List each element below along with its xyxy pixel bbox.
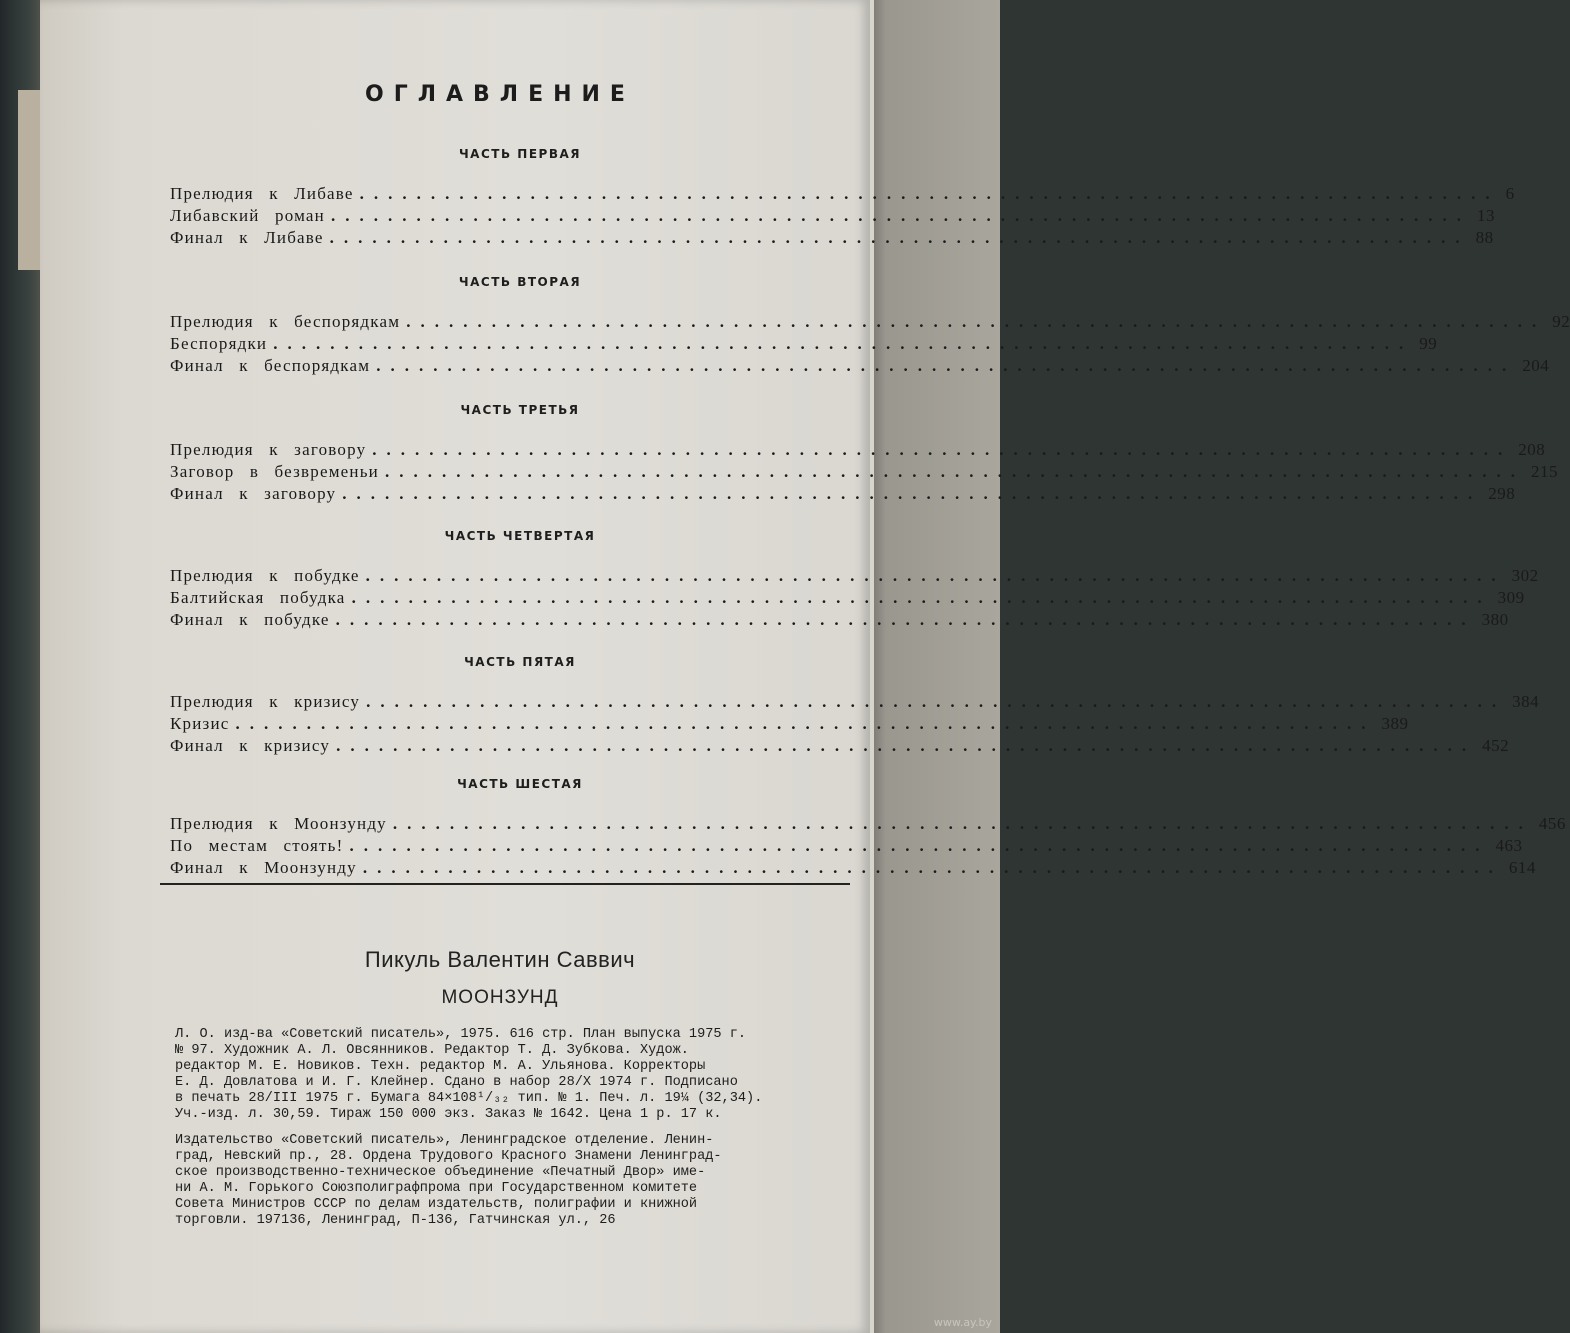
toc-entry: [170, 814, 1566, 836]
part-heading: ЧАСТЬ ЧЕТВЕРТАЯ: [444, 529, 596, 543]
toc-page-number: 614: [1508, 858, 1536, 877]
dot-leader: ................................................................................: [329, 228, 1470, 247]
text-line: ское производственно-техническое объединение «Печатный Двор» име-: [175, 1165, 706, 1180]
dot-leader: ................................................................................: [351, 588, 1492, 607]
toc-entry-title: Финал к Либаве: [170, 228, 324, 247]
part-heading: ЧАСТЬ ШЕСТАЯ: [457, 777, 583, 791]
toc-entry: [170, 836, 1523, 858]
text-line: Л. О. изд-ва «Советский писатель», 1975. 616 стр. План выпуска 1975 г.: [175, 1027, 747, 1042]
dot-leader: ................................................................................: [273, 334, 1414, 353]
toc-page-number: 92: [1552, 312, 1570, 331]
part-heading: ЧАСТЬ ПЕРВАЯ: [458, 147, 581, 161]
toc-page-number: 215: [1530, 462, 1558, 481]
imprint-block: [175, 1027, 865, 1123]
text-line: торговли. 197136, Ленинград, П-136, Гатчинская ул., 26: [175, 1213, 616, 1228]
text-line: в печать 28/III 1975 г. Бумага 84×108¹/₃₂ тип. № 1. Печ. л. 19¼ (32,34).: [175, 1091, 763, 1106]
toc-entry-title: Либавский роман: [170, 206, 325, 225]
part-heading: ЧАСТЬ ПЯТАЯ: [464, 655, 576, 669]
part-heading: ЧАСТЬ ВТОРАЯ: [458, 275, 582, 289]
watermark: www.ay.by: [933, 1316, 992, 1329]
toc-entry-title: Прелюдия к беспорядкам: [170, 312, 401, 331]
toc-page-number: 389: [1381, 714, 1409, 733]
toc-page-number: 380: [1481, 610, 1509, 629]
toc-entry: [170, 184, 1515, 206]
toc-entry-title: Финал к Моонзунду: [170, 858, 357, 877]
dot-leader: ................................................................................: [365, 566, 1506, 585]
text-line: град, Невский пр., 28. Ордена Трудового Красного Знамени Ленинград-: [175, 1149, 722, 1164]
dot-leader: ................................................................................: [235, 714, 1376, 733]
toc-entry: [170, 736, 1510, 758]
book-title: МООНЗУНД: [441, 987, 559, 1008]
toc-page-number: 309: [1497, 588, 1525, 607]
toc-entry-title: Прелюдия к кризису: [170, 692, 361, 711]
dot-leader: ................................................................................: [406, 312, 1547, 331]
dot-leader: ................................................................................: [376, 356, 1517, 375]
text-line: редактор М. Е. Новиков. Техн. редактор М. А. Ульянова. Корректоры: [175, 1059, 706, 1074]
toc-entry-title: Прелюдия к побудке: [170, 566, 360, 585]
text-line: Уч.-изд. л. 30,59. Тираж 150 000 экз. Заказ № 1642. Цена 1 р. 17 к.: [175, 1107, 722, 1122]
part-heading: ЧАСТЬ ТРЕТЬЯ: [460, 403, 580, 417]
dot-leader: ................................................................................: [330, 206, 1471, 225]
dot-leader: ................................................................................: [336, 736, 1477, 755]
toc-entry-title: Финал к беспорядкам: [170, 356, 371, 375]
toc-entry: [170, 484, 1516, 506]
toc-entry-title: По местам стоять!: [170, 836, 344, 855]
toc-page-number: 99: [1419, 334, 1438, 353]
divider-rule: [160, 883, 850, 885]
dot-leader: ................................................................................: [359, 184, 1500, 203]
text-line: Совета Министров СССР по делам издательств, полиграфии и книжной: [175, 1197, 698, 1212]
toc-entry: [170, 356, 1550, 378]
dot-leader: ................................................................................: [349, 836, 1490, 855]
toc-page-number: 463: [1495, 836, 1523, 855]
toc-page-number: 6: [1505, 184, 1515, 203]
dot-leader: ................................................................................: [342, 484, 1483, 503]
toc-page-number: 208: [1518, 440, 1546, 459]
dot-leader: ................................................................................: [335, 610, 1476, 629]
dot-leader: ................................................................................: [392, 814, 1533, 833]
text-line: Издательство «Советский писатель», Ленинградское отделение. Ленин-: [175, 1133, 714, 1148]
toc-entry-title: Кризис: [170, 714, 230, 733]
toc-entry: [170, 206, 1495, 228]
text-line: № 97. Художник А. Л. Овсянников. Редактор Т. Д. Зубкова. Худож.: [175, 1043, 689, 1058]
toc-entry: [170, 566, 1539, 588]
toc-page-number: 456: [1538, 814, 1566, 833]
toc-entry-title: Финал к заговору: [170, 484, 337, 503]
toc-entry: [170, 714, 1409, 736]
toc-entry: [170, 228, 1494, 250]
toc-page-number: 384: [1512, 692, 1540, 711]
toc-page-number: 204: [1522, 356, 1550, 375]
toc-entry-title: Прелюдия к заговору: [170, 440, 367, 459]
dot-leader: ................................................................................: [362, 858, 1503, 877]
author-name: Пикуль Валентин Саввич: [364, 947, 636, 972]
toc-entry-title: Заговор в безвременьи: [170, 462, 379, 481]
toc-page-number: 298: [1488, 484, 1516, 503]
text-line: Е. Д. Довлатова и И. Г. Клейнер. Сдано в набор 28/Х 1974 г. Подписано: [175, 1075, 738, 1090]
toc-entry: [170, 312, 1570, 334]
toc-entry-title: Беспорядки: [170, 334, 268, 353]
toc-entry: [170, 858, 1536, 880]
toc-entry: [170, 588, 1525, 610]
toc-entry: [170, 462, 1558, 484]
toc-entry: [170, 440, 1546, 462]
dot-leader: ................................................................................: [366, 692, 1507, 711]
publisher-block: [175, 1133, 865, 1229]
toc-page-number: 452: [1482, 736, 1510, 755]
toc-title: ОГЛАВЛЕНИЕ: [365, 82, 635, 107]
toc-entry-title: Финал к побудке: [170, 610, 330, 629]
toc-page-number: 13: [1476, 206, 1495, 225]
toc-page-number: 302: [1511, 566, 1539, 585]
toc-entry-title: Прелюдия к Моонзунду: [170, 814, 387, 833]
toc-page-number: 88: [1475, 228, 1494, 247]
toc-entry: [170, 610, 1509, 632]
dot-leader: ................................................................................: [372, 440, 1513, 459]
toc-entry: [170, 334, 1438, 356]
toc-entry-title: Прелюдия к Либаве: [170, 184, 354, 203]
dot-leader: ................................................................................: [384, 462, 1525, 481]
text-line: ни А. М. Горького Союзполиграфпрома при Государственном комитете: [175, 1181, 698, 1196]
toc-entry-title: Финал к кризису: [170, 736, 331, 755]
toc-entry-title: Балтийская побудка: [170, 588, 346, 607]
toc-entry: [170, 692, 1540, 714]
